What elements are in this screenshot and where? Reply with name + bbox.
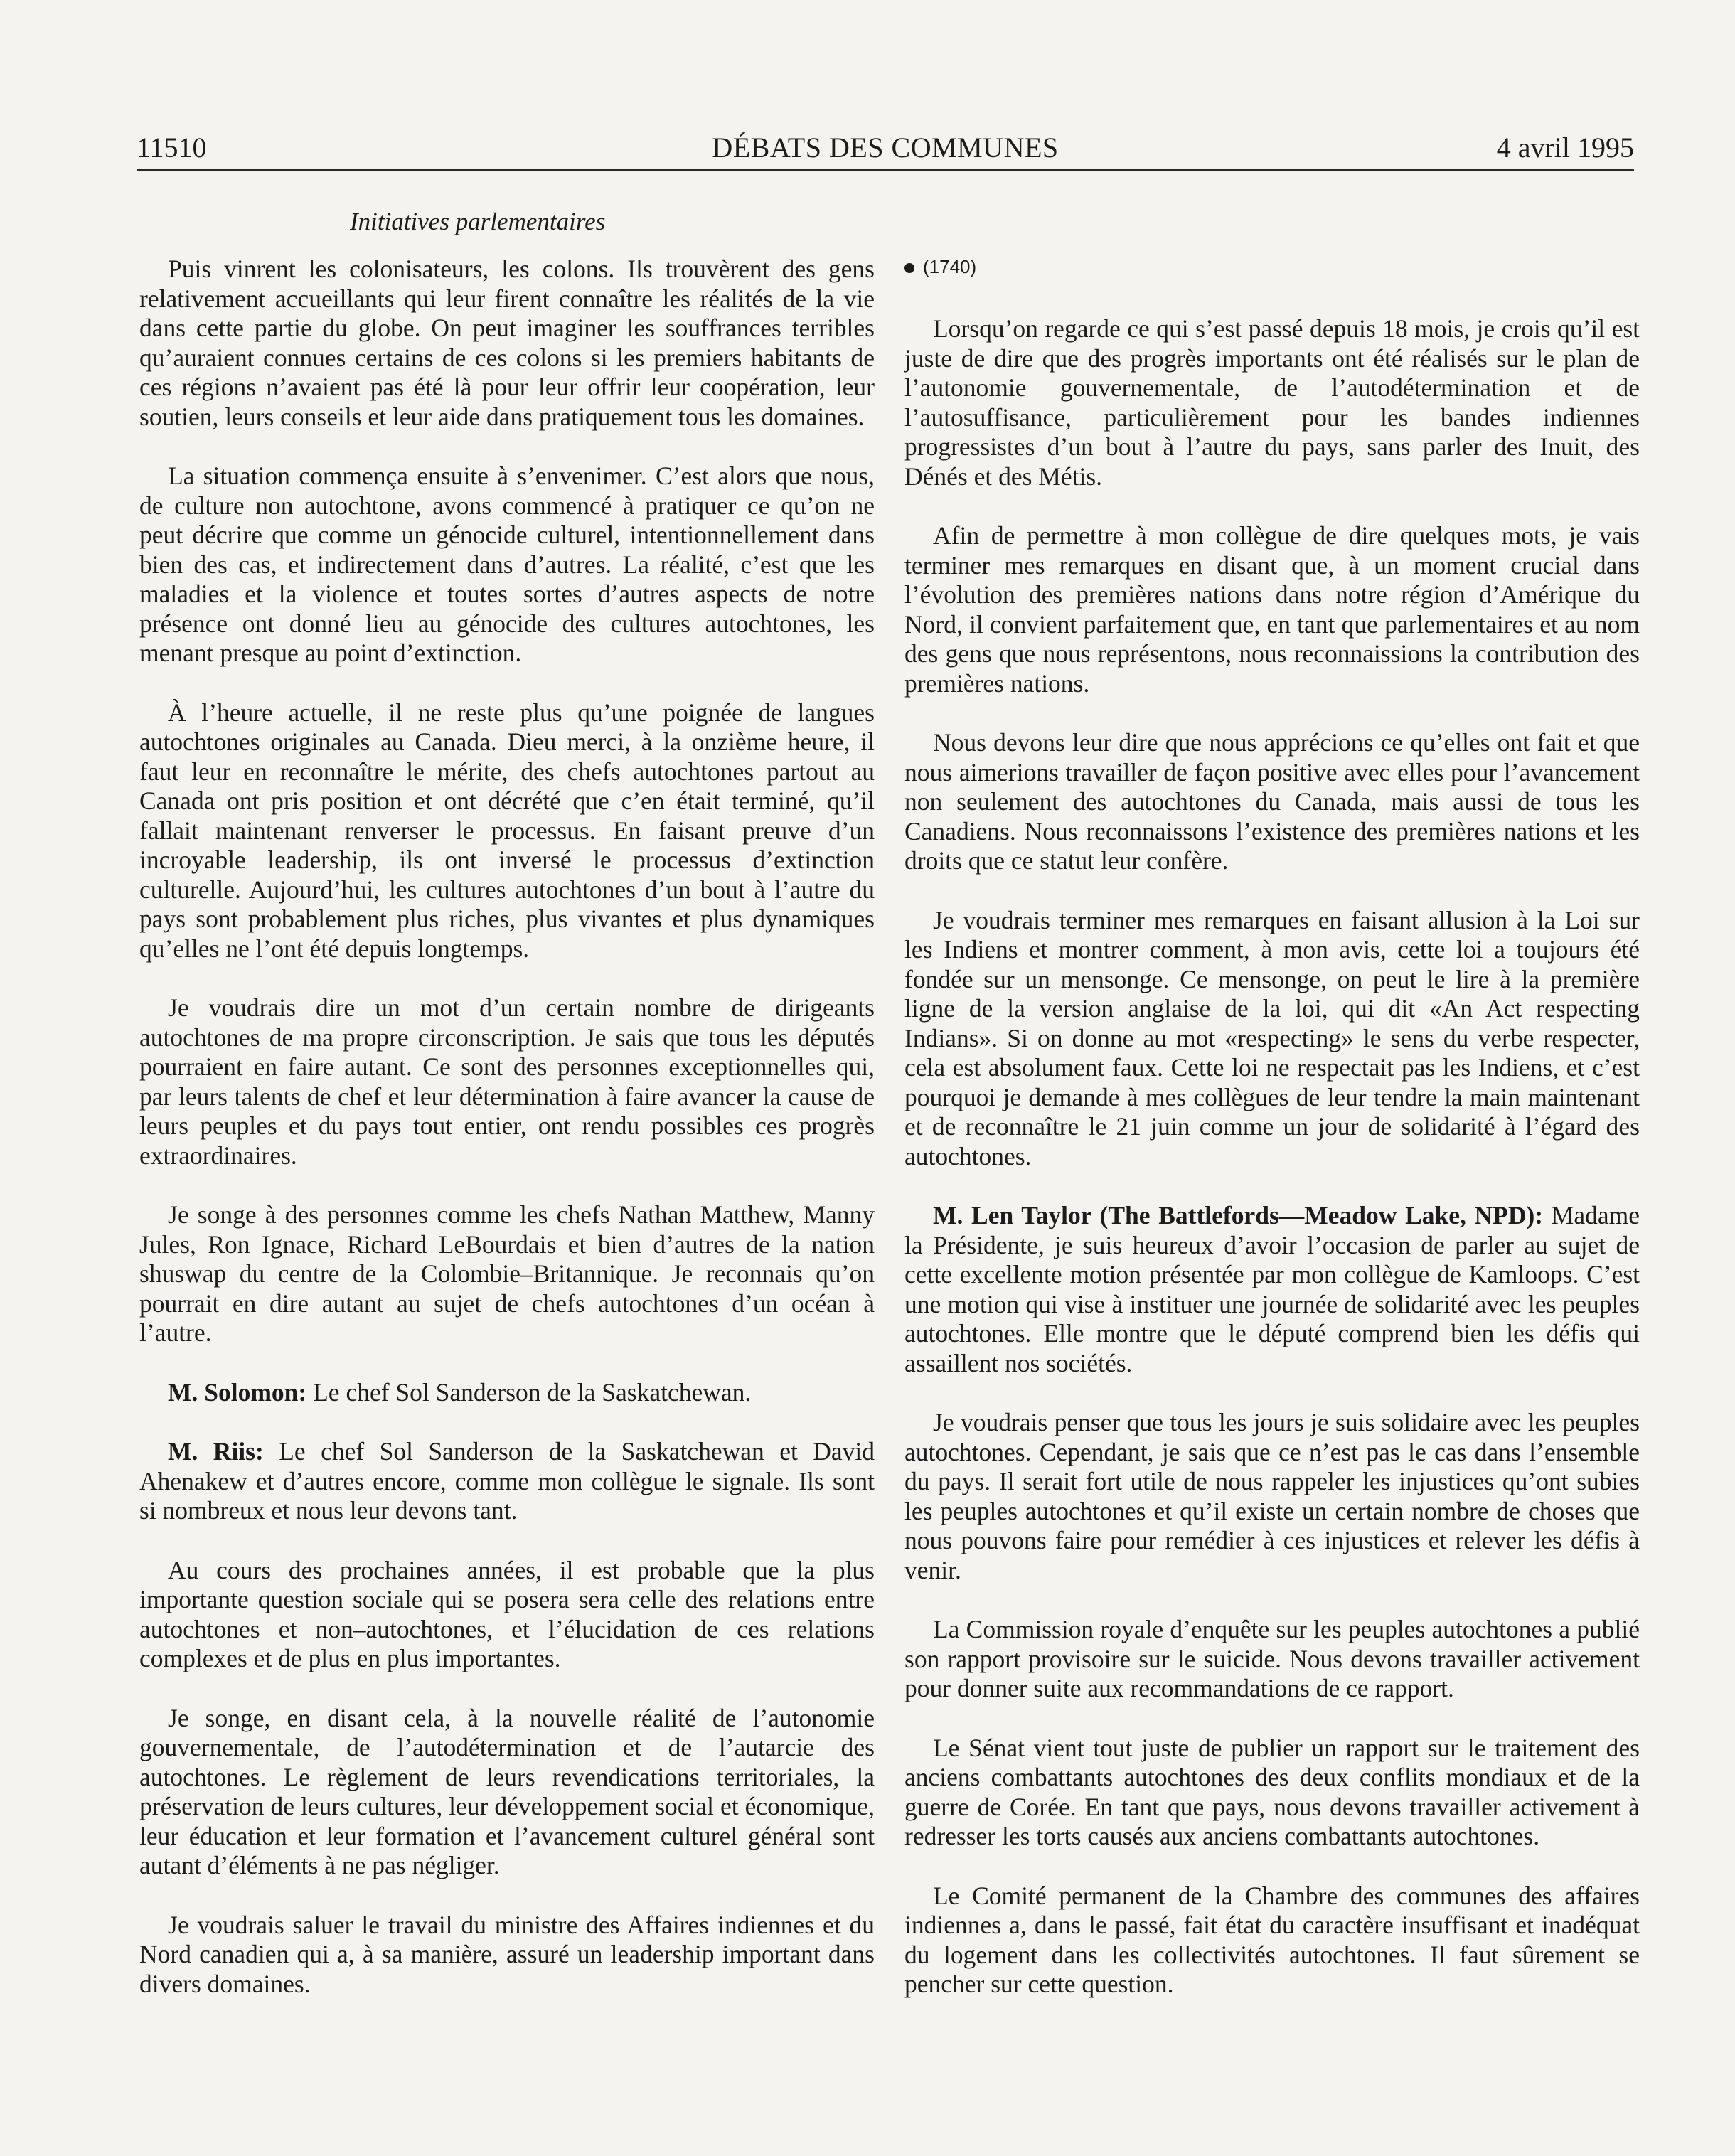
paragraph-text: Je songe à des personnes comme les chefs Nathan Matthew, Manny Jules, Ron Ignace, Richard LeBourdais et bien d’autres de la nation shuswap du centre de la Colombie–Britannique. Je reconnais qu’on pourrait en dire autant au sujet de chefs autochtones d’un océan à l’autre.	[139, 1200, 875, 1347]
speaker-name: M. Solomon:	[168, 1377, 307, 1407]
paragraph	[139, 1556, 875, 1674]
paragraph	[904, 1408, 1640, 1585]
paragraph-text: Nous devons leur dire que nous apprécions ce qu’elles ont fait et que nous aimerions travailler de façon positive avec elles pour l’avancement non seulement des autochtones du Canada, mais aussi de tous les Canadiens. Nous reconnaissons l’existence des premières nations et les droits que ce statut leur confère.	[904, 728, 1640, 875]
paragraph	[904, 1734, 1640, 1852]
left-column	[139, 208, 875, 2029]
right-column	[904, 314, 1640, 2029]
paragraph-text: Je voudrais penser que tous les jours je suis solidaire avec les peuples autochtones. Cependant, je sais que ce n’est pas le cas dans l’ensemble du pays. Il serait fort utile de nous rappeler les injustices qu’ont subies les peuples autochtones et qu’il existe un certain nombre de choses que nous pouvons faire pour remédier à ces injustices et relever les défis à venir.	[904, 1408, 1640, 1584]
paragraph	[139, 1704, 875, 1881]
paragraph-text: Le Comité permanent de la Chambre des communes des affaires indiennes a, dans le passé, fait état du caractère insuffisant et inadéquat du logement dans les collectivités autochtones. Il faut sûrement se pencher sur cette question.	[904, 1881, 1640, 1998]
page-number: 11510	[137, 132, 207, 164]
paragraph-text: Puis vinrent les colonisateurs, les colons. Ils trouvèrent des gens relativement accueillants qui leur firent connaître les réalités de la vie dans cette partie du globe. On peut imaginer les souffrances terribles qu’auraient connues certains de ces colons si les premiers habitants de ces régions n’avaient pas été là pour leur offrir leur coopération, leur soutien, leurs conseils et leur aide dans pratiquement tous les domaines.	[139, 255, 875, 431]
bullet-icon	[904, 263, 914, 273]
paragraph	[139, 1911, 875, 2000]
paragraph	[139, 1378, 875, 1408]
paragraph	[904, 521, 1640, 698]
paragraph	[904, 1882, 1640, 2000]
publication-title: DÉBATS DES COMMUNES	[712, 132, 1059, 164]
paragraph	[139, 1437, 875, 1526]
paragraph-text: Je voudrais dire un mot d’un certain nombre de dirigeants autochtones de ma propre circonscription. Je sais que tous les députés pourraient en faire autant. Ce sont des personnes exceptionnelles qui, par leurs talents de chef et leur détermination à faire avancer la cause de leurs peuples et du pays tout entier, ont rendu possibles ces progrès extraordinaires.	[139, 993, 875, 1170]
paragraph-text: Je voudrais saluer le travail du ministre des Affaires indiennes et du Nord canadien qui a, à sa manière, assuré un leadership important dans divers domaines.	[139, 1910, 875, 1998]
right-column-body	[904, 314, 1640, 2000]
paragraph-text: Madame la Présidente, je suis heureux d’avoir l’occasion de parler au sujet de cette excellente motion présentée par mon collègue de Kamloops. C’est une motion qui vise à instituer une journée de solidarité avec les peuples autochtones. Elle montre que le député comprend bien les défis qui assaillent nos sociétés.	[904, 1201, 1640, 1377]
paragraph-text: Afin de permettre à mon collègue de dire quelques mots, je vais terminer mes remarques en disant que, à un moment crucial dans l’évolution des premières nations dans notre région d’Amérique du Nord, il convient parfaitement que, en tant que parlementaires et au nom des gens que nous représentons, nous reconnaissions la contribution des premières nations.	[904, 521, 1640, 698]
paragraph-text: Le chef Sol Sanderson de la Saskatchewan et David Ahenakew et d’autres encore, comme mon collègue le signale. Ils sont si nombreux et nous leur devons tant.	[139, 1437, 875, 1525]
timestamp-text: (1740)	[923, 256, 977, 277]
timestamp	[904, 256, 976, 278]
paragraph	[904, 314, 1640, 491]
paragraph-text: Lorsqu’on regarde ce qui s’est passé depuis 18 mois, je crois qu’il est juste de dire que des progrès importants ont été réalisés sur le plan de l’autonomie gouvernementale, de l’autodétermination et de l’autosuffisance, particulièrement pour les bandes indiennes progressistes d’un bout à l’autre du pays, sans parler des Inuit, des Dénés et des Métis.	[904, 314, 1640, 491]
paragraph-text: Je songe, en disant cela, à la nouvelle réalité de l’autonomie gouvernementale, de l’autodétermination et de l’autarcie des autochtones. Le règlement de leurs revendications territoriales, la préservation de leurs cultures, leur développement social et économique, leur éducation et leur formation et l’avancement culturel général sont autant d’éléments à ne pas négliger.	[139, 1703, 875, 1879]
paragraph-text: Le Sénat vient tout juste de publier un rapport sur le traitement des anciens combattants autochtones des deux conflits mondiaux et de la guerre de Corée. En tant que pays, nous devons travailler activement à redresser les torts causés aux anciens combattants autochtones.	[904, 1733, 1640, 1850]
paragraph	[139, 461, 875, 668]
paragraph-text: À l’heure actuelle, il ne reste plus qu’une poignée de langues autochtones originales au Canada. Dieu merci, à la onzième heure, il faut leur en reconnaître le mérite, des chefs autochtones partout au Canada ont pris position et ont décrété que c’en était terminé, qu’il fallait maintenant renverser le processus. En faisant preuve d’un incroyable leadership, ils ont inversé le processus d’extinction culturelle. Aujourd’hui, les cultures autochtones d’un bout à l’autre du pays sont probablement plus riches, plus vivantes et plus dynamiques qu’elles ne l’ont été depuis longtemps.	[139, 698, 875, 963]
page-header	[137, 127, 1634, 171]
paragraph-text: Au cours des prochaines années, il est probable que la plus importante question sociale qui se posera sera celle des relations entre autochtones et non–autochtones, et l’élucidation de ces relations complexes et de plus en plus importantes.	[139, 1555, 875, 1672]
paragraph	[139, 698, 875, 964]
speaker-name: M. Len Taylor (The Battlefords—Meadow Lake, NPD):	[933, 1201, 1544, 1229]
paragraph	[904, 906, 1640, 1172]
paragraph-text: La Commission royale d’enquête sur les peuples autochtones a publié son rapport provisoire sur le suicide. Nous devons travailler activement pour donner suite aux recommandations de ce rapport.	[904, 1615, 1640, 1702]
section-label: Initiatives parlementaires	[350, 208, 606, 235]
paragraph	[139, 993, 875, 1170]
paragraph	[139, 255, 875, 432]
paragraph-text: La situation commença ensuite à s’envenimer. C’est alors que nous, de culture non autochtone, avons commencé à pratiquer ce qu’on ne peut décrire que comme un génocide culturel, intentionnellement dans bien des cas, et indirectement dans d’autres. La réalité, c’est que les maladies et la violence et toutes sortes d’autres aspects de notre présence ont donné lieu au génocide des cultures autochtones, les menant presque au point d’extinction.	[139, 461, 875, 667]
page-date: 4 avril 1995	[1496, 132, 1634, 164]
left-column-body	[139, 255, 875, 1999]
paragraph	[904, 728, 1640, 876]
paragraph	[139, 1200, 875, 1348]
paragraph-text: Je voudrais terminer mes remarques en faisant allusion à la Loi sur les Indiens et montrer comment, à mon avis, cette loi a toujours été fondée sur un mensonge. Ce mensonge, on peut le lire à la première ligne de la version anglaise de la loi, qui dit «An Act respecting Indians». Si on donne au mot «respecting» le sens du verbe respecter, cela est absolument faux. Cette loi ne respectait pas les Indiens, et c’est pourquoi je demande à mes collègues de leur tendre la main maintenant et de reconnaître le 21 juin comme un jour de solidarité à l’égard des autochtones.	[904, 905, 1640, 1170]
speaker-name: M. Riis:	[168, 1437, 264, 1466]
paragraph	[904, 1615, 1640, 1704]
paragraph	[904, 1201, 1640, 1378]
paragraph-text: Le chef Sol Sanderson de la Saskatchewan.	[306, 1377, 752, 1407]
